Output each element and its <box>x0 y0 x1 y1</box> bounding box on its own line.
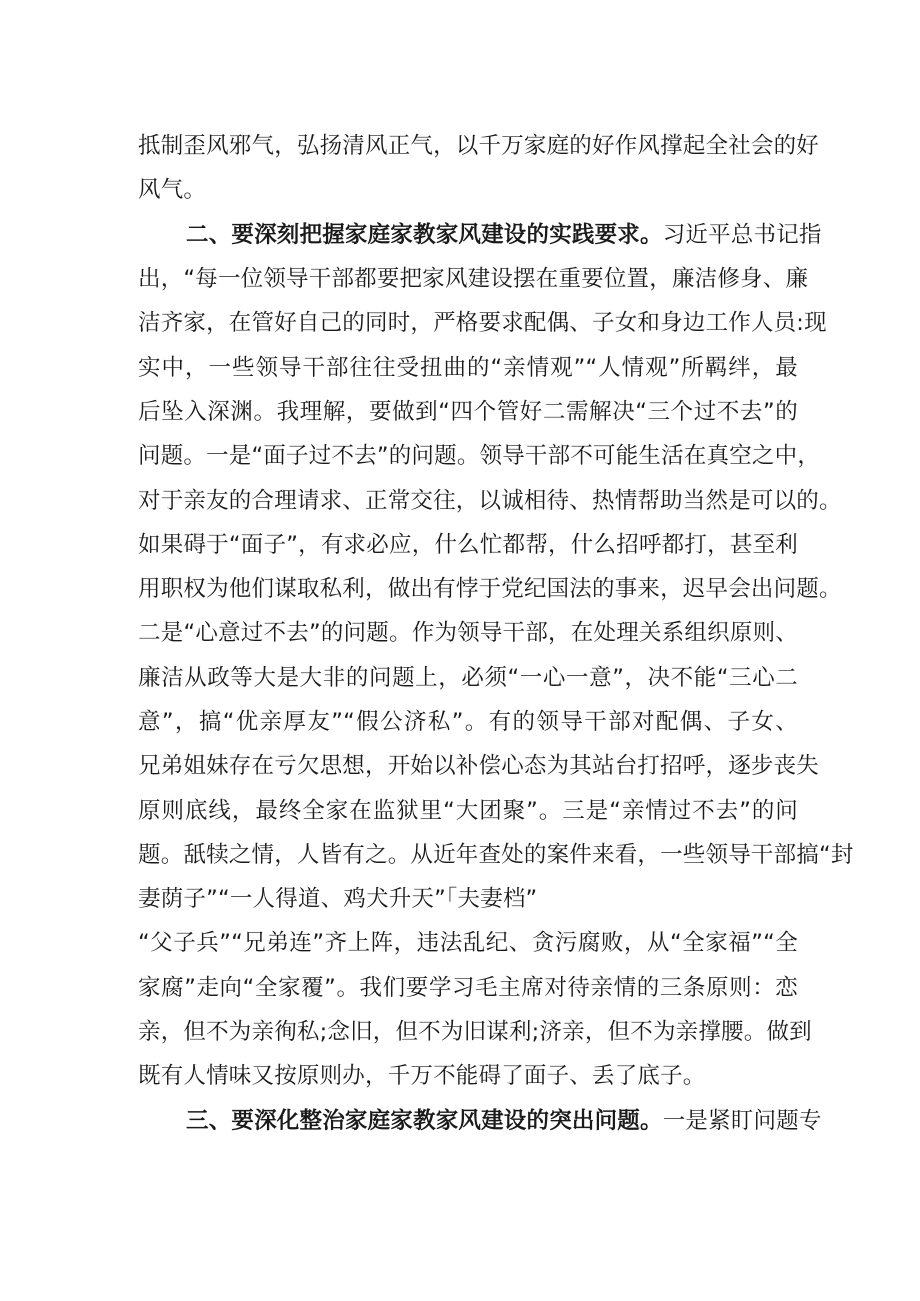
paragraph-line: 廉洁从政等大是大非的问题上，必须“一心一意”，决不能“三心二 <box>138 665 798 691</box>
paragraph-line: 风气。 <box>138 177 207 203</box>
paragraph-line: 实中，一些领导干部往往受扭曲的“亲情观”“人情观”所羁绊，最 <box>138 355 798 381</box>
section-2-heading: 二、要深刻把握家庭家教家风建设的实践要求。 <box>186 222 663 248</box>
paragraph-line: 如果碍于“面子”，有求必应，什么忙都帮，什么招呼都打，甚至利 <box>138 532 798 558</box>
section-2-heading-line <box>186 220 822 250</box>
paragraph-line: 妻荫子”“一人得道、鸡犬升天”「夫妻档” <box>138 886 538 912</box>
section-3-heading-line <box>186 1106 822 1136</box>
paragraph-line: 题。舐犊之情，人皆有之。从近年查处的案件来看，一些领导干部搞“封 <box>138 842 854 868</box>
paragraph-line: 抵制歪风邪气，弘扬清风正气，以千万家庭的好作风撑起全社会的好 <box>138 133 820 159</box>
section-3-heading-rest: 一是紧盯问题专 <box>662 1108 822 1134</box>
paragraph-line: 兄弟姐妹存在亏欠思想，开始以补偿心态为其站台打招呼，逐步丧失 <box>138 753 820 779</box>
paragraph-line: 问题。一是“面子过不去”的问题。领导干部不可能生活在真空之中， <box>138 443 821 469</box>
paragraph-line: 洁齐家，在管好自己的同时，严格要求配偶、子女和身边工作人员:现 <box>138 310 827 336</box>
paragraph-line: “父子兵”“兄弟连”齐上阵，违法乱纪、贪污腐败，从“全家福”“全 <box>138 930 798 956</box>
paragraph-line: 家腐”走向“全家覆”。我们要学习毛主席对待亲情的三条原则：恋 <box>138 975 798 1001</box>
paragraph-line: 既有人情味又按原则办，千万不能碍了面子、丢了底子。 <box>138 1063 706 1089</box>
paragraph-line: 亲，但不为亲徇私;念旧，但不为旧谋利;济亲，但不为亲撑腰。做到 <box>138 1019 812 1045</box>
paragraph-line: 意”，搞“优亲厚友”“假公济私”。有的领导干部对配偶、子女、 <box>138 709 798 735</box>
paragraph-line: 后坠入深渊。我理解，要做到“四个管好二需解决“三个过不去”的 <box>138 399 798 425</box>
paragraph-line: 出，“每一位领导干部都要把家风建设摆在重要位置，廉洁修身、廉 <box>138 266 809 292</box>
paragraph-line: 原则底线，最终全家在监狱里“大团聚”。三是“亲情过不去”的问 <box>138 798 798 824</box>
paragraph-line: 用职权为他们谋取私利，做出有悖于党纪国法的事来，迟早会出问题。 <box>138 576 842 602</box>
paragraph-line: 二是“心意过不去”的问题。作为领导干部，在处理关系组织原则、 <box>138 620 798 646</box>
paragraph-line: 对于亲友的合理请求、正常交往，以诚相待、热情帮助当然是可以的。 <box>138 488 842 514</box>
section-2-heading-rest: 习近平总书记指 <box>662 222 822 248</box>
section-3-heading: 三、要深化整治家庭家教家风建设的突出问题。 <box>186 1108 663 1134</box>
